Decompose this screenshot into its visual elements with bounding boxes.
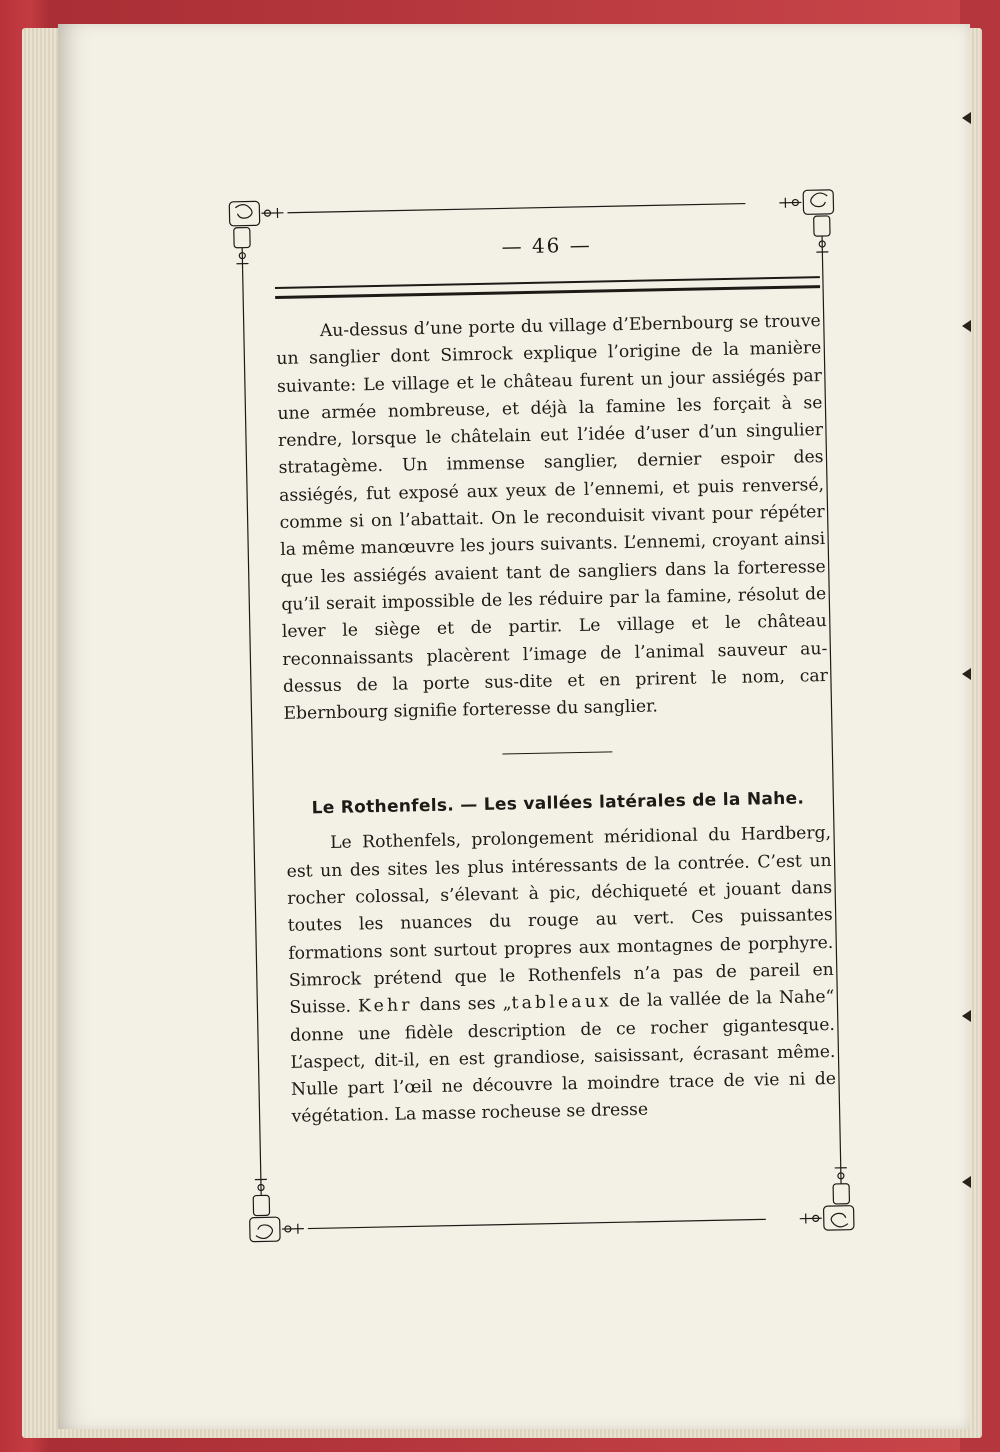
paragraph-text: de la vallée de la Nahe“ donne une fidèle description de ce rocher gigantesque. L’aspect, dit-il, en est grandiose, saisissant, écrasant même. Nulle part l’œil ne découvre la moindre trace de vie ni de végétation. La masse rocheuse se dresse [289,987,837,1128]
section-separator [502,752,612,755]
author-name: Kehr [357,995,413,1017]
margin-tab-marker [962,112,971,124]
paragraph-text: dans ses „ [419,993,512,1016]
text-block [225,177,886,1255]
margin-tab-marker [962,668,971,680]
margin-tab-marker [962,1176,971,1188]
page-content [274,222,837,1131]
header-rule [275,276,820,299]
book-title: tableaux [511,991,613,1014]
margin-tab-marker [962,320,971,332]
paragraph-rothenfels [286,820,837,1131]
margin-tab-marker [962,1010,971,1022]
paragraph-ebernbourg: Au-dessus d’une porte du village d’Ebernbourg se trouve un sanglier dont Simrock explique l’origine de la manière suivante: Le village et le château furent un jour assiégés par une armée nombreuse, et déjà la famine les forçait à se rendre, lorsque le châtelain eut l’idée d’user d’un singulier stratagème. Un immense sanglier, dernier espoir des assiégés, fut exposé aux yeux de l’ennemi, et puis renversé, comme si on l’abattait. On le reconduisit vivant pour répéter la même manœuvre les jours suivants. L’ennemi, croyant ainsi que les assiégés avaient tant de sangliers dans la forteresse qu’il serait impossible de les réduire par la famine, résolut de lever le siège et de partir. Le village et le château reconnaissants placèrent l’image de l’animal sauveur au-dessus de la porte sus-dite et en prirent le nom, car Ebernbourg signifie forteresse du sanglier. [276,311,829,725]
section-heading: Le Rothenfels. — Les vallées latérales de la Nahe. [311,788,805,819]
paragraph-text: Le Rothenfels, prolongement méridional du Hardberg, est un des sites les plus intéressants de la contrée. C’est un rocher colossal, s’élevant à pic, déchiqueté et jouant dans toutes les nuances du rouge au vert. Ces puissantes formations sont surtout propres aux montagnes de porphyre. Simrock prétend que le Rothenfels n’a pas de pareil en Suisse. [286,823,834,1019]
page-number: — 46 — [501,232,592,259]
